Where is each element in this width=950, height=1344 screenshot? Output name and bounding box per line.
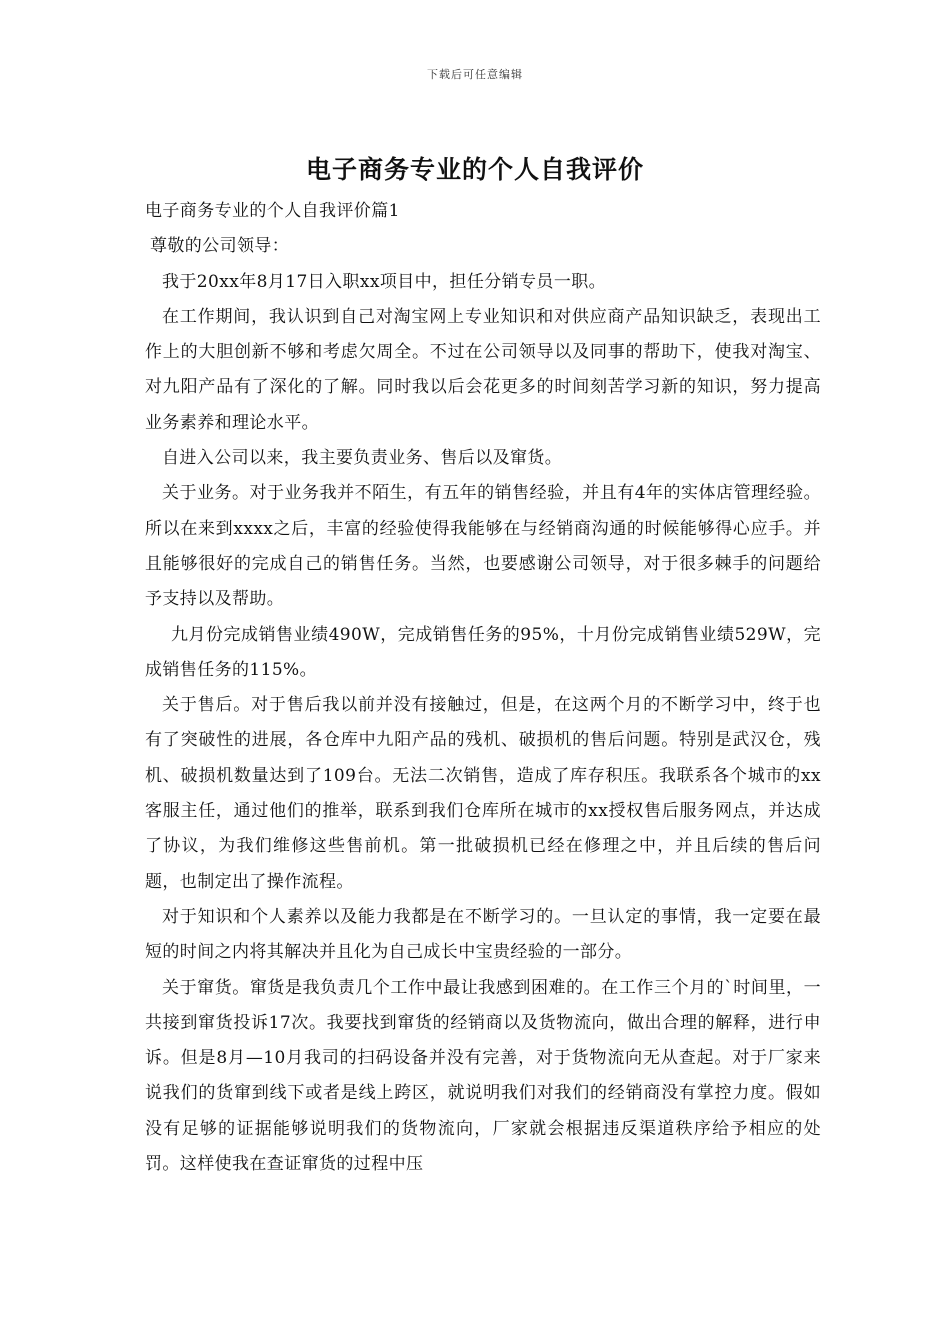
paragraph: 自进入公司以来，我主要负责业务、售后以及窜货。 bbox=[162, 448, 563, 469]
paragraph: 关于业务。对于业务我并不陌生，有五年的销售经验，并且有4年的实体店管理经验。所以在来到xxxx之后，丰富的经验使得我能够在与经销商沟通的时候能够得心应手。并且能够很好的完成自己的销售任务。当然，也要感谢公司领导，对于很多棘手的问题给予支持以及帮助。 bbox=[145, 483, 821, 610]
salutation: 尊敬的公司领导： bbox=[150, 236, 290, 257]
paragraph: 对于知识和个人素养以及能力我都是在不断学习的。一旦认定的事情，我一定要在最短的时间之内将其解决并且化为自己成长中宝贵经验的一部分。 bbox=[145, 906, 821, 963]
header-note: 下载后可任意编辑 bbox=[427, 68, 523, 81]
paragraph: 在工作期间，我认识到自己对淘宝网上专业知识和对供应商产品知识缺乏，表现出工作上的大胆创新不够和考虑欠周全。不过在公司领导以及同事的帮助下，使我对淘宝、对九阳产品有了深化的了解。同时我以后会花更多的时间刻苦学习新的知识，努力提高业务素养和理论水平。 bbox=[145, 306, 821, 433]
document-subtitle: 电子商务专业的个人自我评价篇1 bbox=[145, 201, 400, 221]
document-body bbox=[145, 194, 821, 1182]
paragraph: 关于售后。对于售后我以前并没有接触过，但是，在这两个月的不断学习中，终于也有了突破性的进展，各仓库中九阳产品的残机、破损机的售后问题。特别是武汉仓，残机、破损机数量达到了109台。无法二次销售，造成了库存积压。我联系各个城市的xx客服主任，通过他们的推举，联系到我们仓库所在城市的xx授权售后服务网点，并达成了协议，为我们维修这些售前机。第一批破损机已经在修理之中，并且后续的售后问题，也制定出了操作流程。 bbox=[145, 695, 821, 892]
paragraph: 我于20xx年8月17日入职xx项目中，担任分销专员一职。 bbox=[162, 271, 607, 292]
page-title: 电子商务专业的个人自我评价 bbox=[305, 155, 644, 184]
paragraph: 关于窜货。窜货是我负责几个工作中最让我感到困难的。在工作三个月的`时间里，一共接到窜货投诉17次。我要找到窜货的经销商以及货物流向，做出合理的解释，进行申诉。但是8月—10月我司的扫码设备并没有完善，对于货物流向无从查起。对于厂家来说我们的货窜到线下或者是线上跨区，就说明我们对我们的经销商没有掌控力度。假如没有足够的证据能够说明我们的货物流向，厂家就会根据违反渠道秩序给予相应的处罚。这样使我在查证窜货的过程中压 bbox=[145, 977, 821, 1175]
paragraph: 九月份完成销售业绩490W，完成销售任务的95%，十月份完成销售业绩529W，完成销售任务的115%。 bbox=[145, 624, 821, 680]
